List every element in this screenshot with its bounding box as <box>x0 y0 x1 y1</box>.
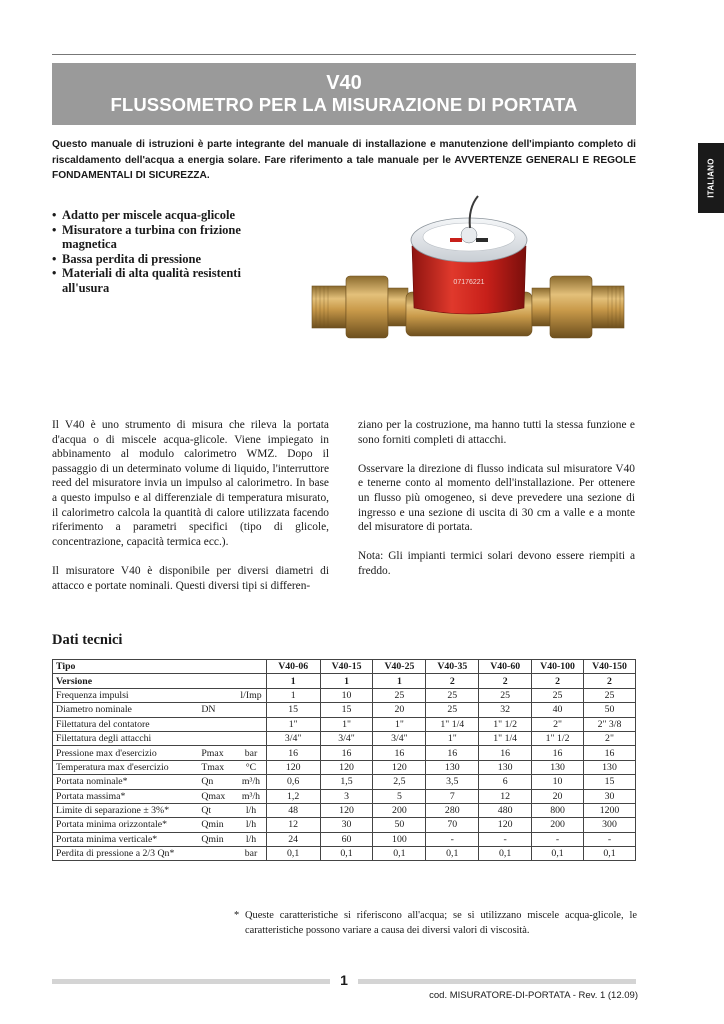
table-cell: 3,5 <box>426 775 479 789</box>
right-union-nut <box>550 276 592 338</box>
table-header-cell: 2 <box>479 674 532 688</box>
table-cell: 130 <box>584 760 636 774</box>
table-header-cell: 2 <box>426 674 479 688</box>
row-symbol: Qn <box>198 775 236 789</box>
table-cell: 20 <box>373 703 426 717</box>
table-cell: 1" 1/4 <box>426 717 479 731</box>
table-cell: 0,1 <box>584 847 636 861</box>
table-cell: 16 <box>584 746 636 760</box>
feature-item: • Adatto per miscele acqua-glicole <box>52 208 267 223</box>
top-rule <box>52 54 636 55</box>
language-tab-label: ITALIANO <box>706 158 716 198</box>
table-cell: - <box>532 832 584 846</box>
table-header-cell: V40-60 <box>479 660 532 674</box>
serial-label: 07176221 <box>453 279 485 286</box>
table-cell: 20 <box>532 789 584 803</box>
table-cell: 1200 <box>584 803 636 817</box>
table-cell: - <box>426 832 479 846</box>
table-cell: 480 <box>479 803 532 817</box>
table-cell: 16 <box>426 746 479 760</box>
table-cell: 30 <box>584 789 636 803</box>
flow-meter-image <box>300 188 630 368</box>
table-cell: - <box>479 832 532 846</box>
table-cell: 0,1 <box>320 847 373 861</box>
row-label: Frequenza impulsi <box>53 688 199 702</box>
table-header-row <box>53 674 636 688</box>
footer-bar-right <box>358 979 636 984</box>
footnote-text: Queste caratteristiche si riferiscono all'acqua; se si utilizzano miscele acqua-glicole, le caratteristiche possono variare a causa dei diversi valori di viscosità. <box>245 910 637 936</box>
document-code: cod. MISURATORE-DI-PORTATA - Rev. 1 (12.09) <box>429 990 638 1001</box>
table-cell: 50 <box>373 818 426 832</box>
table-row <box>53 803 636 817</box>
table-cell: 12 <box>266 818 320 832</box>
row-symbol <box>198 847 236 861</box>
footnote-mark: * <box>234 910 240 921</box>
row-symbol: Qmin <box>198 818 236 832</box>
table-cell: 2" <box>532 717 584 731</box>
table-cell: 120 <box>266 760 320 774</box>
row-symbol <box>198 731 236 745</box>
table-cell: 280 <box>426 803 479 817</box>
row-symbol: Tmax <box>198 760 236 774</box>
table-row <box>53 818 636 832</box>
table-cell: 25 <box>426 688 479 702</box>
table-cell: 3 <box>320 789 373 803</box>
table-cell: 1" 1/2 <box>532 731 584 745</box>
table-cell: 100 <box>373 832 426 846</box>
row-label: Filettatura del contatore <box>53 717 199 731</box>
table-cell: 10 <box>532 775 584 789</box>
table-cell: 120 <box>320 803 373 817</box>
row-symbol <box>198 688 236 702</box>
row-unit: l/h <box>236 818 266 832</box>
table-cell: 32 <box>479 703 532 717</box>
table-cell: 120 <box>320 760 373 774</box>
row-unit: l/h <box>236 832 266 846</box>
table-row <box>53 717 636 731</box>
table-cell: 0,6 <box>266 775 320 789</box>
table-cell: - <box>584 832 636 846</box>
table-cell: 6 <box>479 775 532 789</box>
table-cell: 0,1 <box>532 847 584 861</box>
table-cell: 16 <box>479 746 532 760</box>
table-cell: 800 <box>532 803 584 817</box>
table-header-cell: 1 <box>320 674 373 688</box>
table-cell: 25 <box>426 703 479 717</box>
header-banner <box>52 63 636 125</box>
table-header-cell: V40-15 <box>320 660 373 674</box>
footer-bar-left <box>52 979 330 984</box>
section-title: Dati tecnici <box>52 632 123 648</box>
table-cell: 200 <box>373 803 426 817</box>
row-symbol: Qt <box>198 803 236 817</box>
table-cell: 3/4" <box>320 731 373 745</box>
row-label: Pressione max d'esercizio <box>53 746 199 760</box>
body-paragraph: Nota: Gli impianti termici solari devono essere riempiti a freddo. <box>358 550 635 577</box>
intro-paragraph: Questo manuale di istruzioni è parte integrante del manuale di installazione e manutenzione dell'impianto completo di riscaldamento dell'acqua a energia solare. Fare riferimento a tale manuale per le AVVERTENZE GENERALI E REGOLE FONDAMENTALI DI SICUREZZA. <box>52 139 636 181</box>
table-cell: 48 <box>266 803 320 817</box>
body-paragraph: Il V40 è uno strumento di misura che rileva la portata d'acqua o di miscele acqua-glicole. Viene impiegato in abbinamento al modulo calorimetro WMZ. Dopo il passaggio di un determinato volume di liquido, l'interruttore reed del misuratore invia un impulso al calorimetro. In base a questo impulso e al differenziale di temperatura misurato, il calorimetro calcola la quantità di calore utilizzata facendo riferimento a parametri specifici (tipo di glicole, concentrazione, capacità termica ecc.). <box>52 419 329 548</box>
table-header-label: Tipo <box>53 660 267 674</box>
table-row <box>53 832 636 846</box>
left-union-nut <box>346 276 388 338</box>
table-row <box>53 775 636 789</box>
table-row <box>53 746 636 760</box>
table-cell: 25 <box>373 688 426 702</box>
body-column-left <box>52 418 329 608</box>
table-header-cell: V40-06 <box>266 660 320 674</box>
table-header-cell: 2 <box>584 674 636 688</box>
left-thread <box>312 286 346 328</box>
table-cell: 70 <box>426 818 479 832</box>
row-label: Portata massima* <box>53 789 199 803</box>
table-cell: 0,1 <box>266 847 320 861</box>
table-cell: 1" <box>266 717 320 731</box>
table-cell: 1,2 <box>266 789 320 803</box>
table-cell: 16 <box>532 746 584 760</box>
table-cell: 16 <box>320 746 373 760</box>
table-header-cell: 1 <box>373 674 426 688</box>
table-cell: 12 <box>479 789 532 803</box>
row-unit: bar <box>236 746 266 760</box>
table-cell: 16 <box>373 746 426 760</box>
row-unit: °C <box>236 760 266 774</box>
body-paragraph: Il misuratore V40 è disponibile per diversi diametri di attacco e portate nominali. Questi diversi tipi si differen- <box>52 564 329 592</box>
table-cell: 25 <box>532 688 584 702</box>
row-symbol <box>198 717 236 731</box>
row-unit: l/Imp <box>236 688 266 702</box>
table-cell: 130 <box>479 760 532 774</box>
table-cell: 30 <box>320 818 373 832</box>
table-header-cell: V40-25 <box>373 660 426 674</box>
row-unit: m³/h <box>236 775 266 789</box>
table-cell: 200 <box>532 818 584 832</box>
table-cell: 24 <box>266 832 320 846</box>
table-cell: 130 <box>532 760 584 774</box>
row-label: Limite di separazione ± 3%* <box>53 803 199 817</box>
feature-item: • Materiali di alta qualità resistenti all'usura <box>52 266 267 295</box>
table-cell: 120 <box>479 818 532 832</box>
feature-item: • Misuratore a turbina con frizione magnetica <box>52 223 267 252</box>
language-tab <box>698 143 724 213</box>
table-row <box>53 847 636 861</box>
table-cell: 130 <box>426 760 479 774</box>
table-header-cell: 2 <box>532 674 584 688</box>
product-code: V40 <box>326 72 362 94</box>
row-unit <box>236 703 266 717</box>
row-symbol: Qmax <box>198 789 236 803</box>
table-cell: 2,5 <box>373 775 426 789</box>
row-symbol: Pmax <box>198 746 236 760</box>
table-cell: 0,1 <box>479 847 532 861</box>
table-cell: 3/4" <box>266 731 320 745</box>
row-label: Diametro nominale <box>53 703 199 717</box>
table-cell: 3/4" <box>373 731 426 745</box>
table-cell: 1 <box>266 688 320 702</box>
table-cell: 15 <box>584 775 636 789</box>
table-cell: 40 <box>532 703 584 717</box>
table-cell: 15 <box>320 703 373 717</box>
table-header-cell: V40-150 <box>584 660 636 674</box>
table-header-row <box>53 660 636 674</box>
row-symbol: Qmin <box>198 832 236 846</box>
row-symbol: DN <box>198 703 236 717</box>
table-cell: 1" <box>373 717 426 731</box>
row-label: Filettatura degli attacchi <box>53 731 199 745</box>
table-cell: 10 <box>320 688 373 702</box>
table-row <box>53 789 636 803</box>
body-paragraph: ziano per la costruzione, ma hanno tutti la stessa funzione e sono forniti completi di attacchi. <box>358 419 635 446</box>
table-cell: 120 <box>373 760 426 774</box>
table-row <box>53 688 636 702</box>
table-cell: 50 <box>584 703 636 717</box>
row-label: Temperatura max d'esercizio <box>53 760 199 774</box>
row-label: Portata nominale* <box>53 775 199 789</box>
table-cell: 16 <box>266 746 320 760</box>
footnote <box>234 909 637 938</box>
table-cell: 0,1 <box>426 847 479 861</box>
row-label: Portata minima orizzontale* <box>53 818 199 832</box>
feature-list <box>52 208 267 296</box>
table-row <box>53 760 636 774</box>
row-unit <box>236 717 266 731</box>
table-row <box>53 703 636 717</box>
row-unit <box>236 731 266 745</box>
body-paragraph: Osservare la direzione di flusso indicata sul misuratore V40 e tenerne conto al momento dell'installazione. Per ottenere un flusso più omogeneo, si deve prevedere una sezione di ingresso e una sezione di uscita di 30 cm a valle e a monte del misuratore di portata. <box>358 462 635 534</box>
table-cell: 2" 3/8 <box>584 717 636 731</box>
page-title: FLUSSOMETRO PER LA MISURAZIONE DI PORTATA <box>110 94 578 115</box>
table-cell: 1" <box>426 731 479 745</box>
technical-data-table <box>52 659 636 861</box>
body-column-right <box>358 418 635 593</box>
table-header-cell: 1 <box>266 674 320 688</box>
table-cell: 7 <box>426 789 479 803</box>
row-unit: l/h <box>236 803 266 817</box>
table-cell: 60 <box>320 832 373 846</box>
table-cell: 0,1 <box>373 847 426 861</box>
table-cell: 1" 1/2 <box>479 717 532 731</box>
table-header-label: Versione <box>53 674 267 688</box>
table-cell: 2" <box>584 731 636 745</box>
row-label: Perdita di pressione a 2/3 Qn* <box>53 847 199 861</box>
table-cell: 5 <box>373 789 426 803</box>
row-unit: bar <box>236 847 266 861</box>
row-label: Portata minima verticale* <box>53 832 199 846</box>
table-cell: 300 <box>584 818 636 832</box>
table-cell: 15 <box>266 703 320 717</box>
table-cell: 1,5 <box>320 775 373 789</box>
feature-item: • Bassa perdita di pressione <box>52 252 267 267</box>
table-cell: 25 <box>584 688 636 702</box>
row-unit: m³/h <box>236 789 266 803</box>
table-cell: 1" 1/4 <box>479 731 532 745</box>
table-header-cell: V40-35 <box>426 660 479 674</box>
page-number: 1 <box>340 972 348 988</box>
table-cell: 1" <box>320 717 373 731</box>
table-header-cell: V40-100 <box>532 660 584 674</box>
table-row <box>53 731 636 745</box>
table-cell: 25 <box>479 688 532 702</box>
